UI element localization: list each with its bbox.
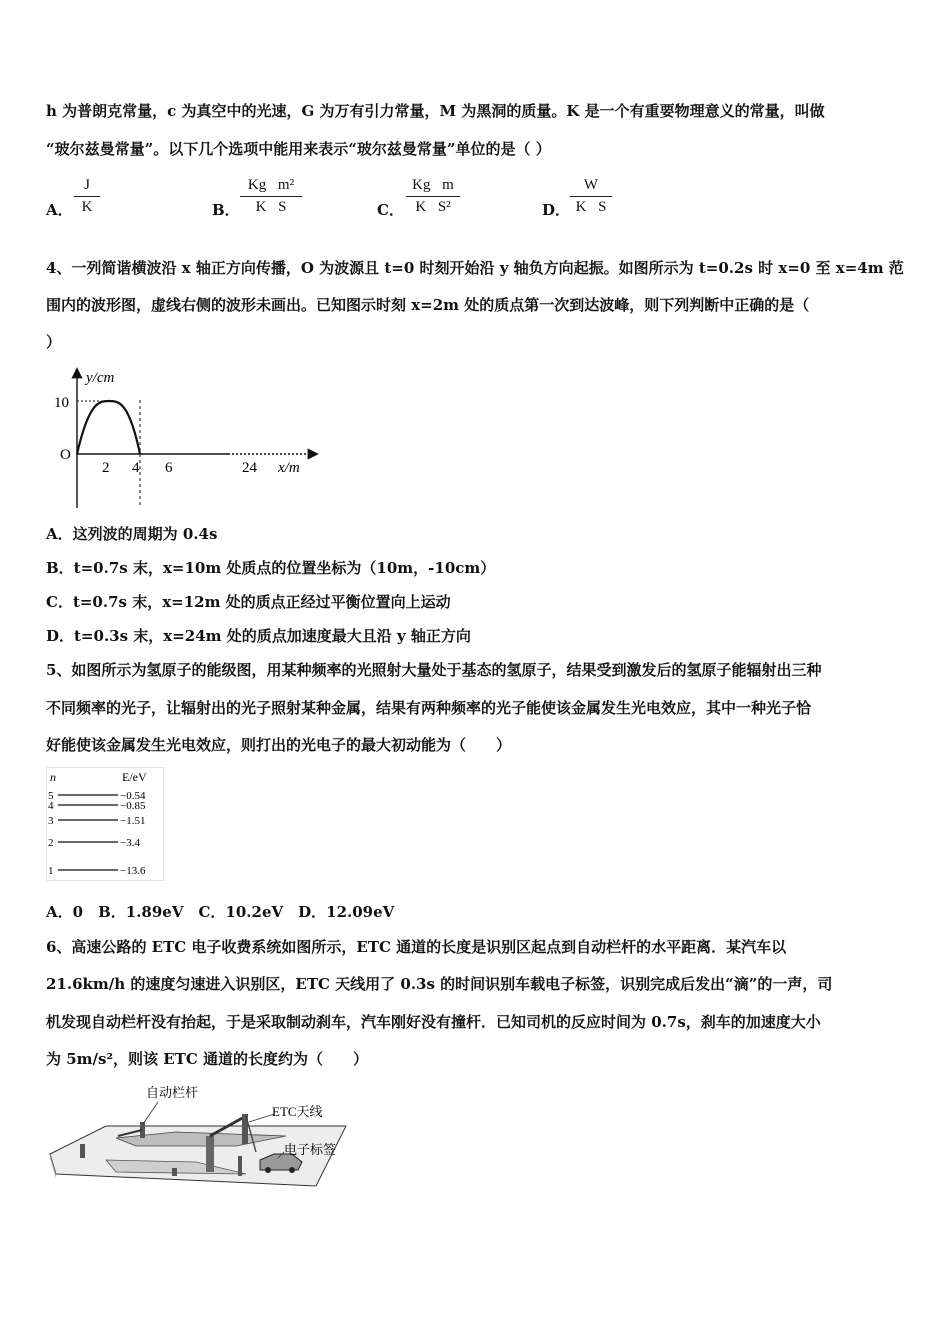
- gantry-pole-left: [206, 1136, 214, 1172]
- car-wheel-left: [265, 1167, 271, 1173]
- q3-option-a-num: J: [74, 177, 100, 197]
- level-1-e: −13.6: [120, 865, 146, 877]
- q6-line1: 6、高速公路的 ETC 电子收费系统如图所示，ETC 通道的长度是识别区起点到自动栏杆的水平距离．某汽车以: [46, 938, 787, 956]
- barrier-leader: [143, 1102, 158, 1124]
- q6-line2: 21.6km/h 的速度匀速进入识别区，ETC 天线用了 0.3s 的时间识别车载电子标签，识别完成后发出“滴”的一声，司: [46, 975, 833, 993]
- q4-option-d: D．t=0.3s 末，x=24m 处的质点加速度最大且沿 y 轴正方向: [46, 627, 471, 645]
- etc-lane-figure: [46, 1082, 366, 1192]
- level-3-e: −1.51: [120, 815, 146, 827]
- level-1-n: 1: [48, 865, 54, 877]
- tag-label: 电子标签: [284, 1142, 337, 1157]
- far-post: [80, 1144, 85, 1158]
- x-tick-2: 2: [102, 460, 110, 476]
- q5-line2: 不同频率的光子，让辐射出的光子照射某种金属，结果有两种频率的光子能使该金属发生光电效应，其中一种光子恰: [46, 699, 812, 717]
- q3-option-c-den: K⃞S²: [415, 199, 451, 215]
- q4-option-b: B．t=0.7s 末，x=10m 处质点的位置坐标为（10m，-10cm）: [46, 559, 496, 577]
- q3-option-c-label: C．: [377, 201, 404, 219]
- q3-option-a-fraction: [74, 177, 100, 216]
- y-axis-label: y/cm: [86, 370, 115, 386]
- q3-option-a-den: K: [81, 199, 93, 215]
- q4-option-c: C．t=0.7s 末，x=12m 处的质点正经过平衡位置向上运动: [46, 593, 451, 611]
- q5-options: A．0 B．1.89eV C．10.2eV D．12.09eV: [46, 903, 395, 921]
- level-3-n: 3: [48, 815, 54, 827]
- x-tick-6: 6: [165, 460, 173, 476]
- wave-graph: [46, 362, 326, 514]
- origin-label: O: [60, 447, 71, 463]
- x-axis-label: x/m: [278, 460, 300, 476]
- x-tick-24: 24: [242, 460, 257, 476]
- q3-line1: h 为普朗克常量，c 为真空中的光速，G 为万有引力常量，M 为黑洞的质量。K 是一个有重要物理意义的常量，叫做: [46, 102, 825, 120]
- q4-option-a: A．这列波的周期为 0.4s: [46, 525, 218, 543]
- q3-option-d-fraction: [570, 177, 612, 216]
- q6-line4: 为 5m/s²，则该 ETC 通道的长度约为（ ）: [46, 1050, 369, 1068]
- antenna-leader: [249, 1114, 274, 1122]
- q3-option-d-den: K⃞S: [575, 199, 607, 215]
- q3-option-d-label: D．: [542, 201, 571, 219]
- wave-curve: [77, 401, 140, 454]
- level-5-e: −0.54: [120, 790, 146, 802]
- q3-option-c-num: Kg⃞m: [406, 177, 460, 197]
- level-2-n: 2: [48, 837, 54, 849]
- level-5-n: 5: [48, 790, 54, 802]
- energy-level-diagram: [46, 767, 164, 881]
- q3-option-b-fraction: [240, 177, 302, 216]
- q3-option-b-num: Kg⃞m²: [240, 177, 302, 197]
- barrier-label: 自动栏杆: [146, 1085, 199, 1100]
- y-tick-10: 10: [54, 395, 69, 411]
- antenna-label: ETC天线: [272, 1104, 323, 1119]
- q6-line3: 机发现自动栏杆没有抬起，于是采取制动刹车，汽车刚好没有撞杆．已知司机的反应时间为 0.7s，刹车的加速度大小: [46, 1013, 821, 1031]
- x-tick-4: 4: [132, 460, 140, 476]
- q5-line1: 5、如图所示为氢原子的能级图，用某种频率的光照射大量处于基态的氢原子，结果受到激发后的氢原子能辐射出三种: [46, 661, 822, 679]
- q4-line2: 围内的波形图，虚线右侧的波形未画出。已知图示时刻 x=2m 处的质点第一次到达波峰，则下列判断中正确的是（: [46, 296, 810, 314]
- q3-option-d-num: W: [570, 177, 612, 197]
- q4-line3: ）: [46, 333, 62, 351]
- q3-line2: “玻尔兹曼常量”。以下几个选项中能用来表示“玻尔兹曼常量”单位的是（ ）: [46, 140, 551, 158]
- n-label: n: [50, 770, 56, 784]
- e-label: E/eV: [122, 770, 147, 784]
- car-wheel-right: [289, 1167, 295, 1173]
- q3-option-b-label: B．: [212, 201, 240, 219]
- level-4-e: −0.85: [120, 800, 146, 812]
- near-post: [172, 1168, 177, 1176]
- q3-option-a-label: A．: [46, 201, 73, 219]
- level-2-e: −3.4: [120, 837, 140, 849]
- diagram-frame: [47, 768, 164, 881]
- q3-option-b-den: K⃞S: [255, 199, 287, 215]
- q4-line1: 4、一列简谐横波沿 x 轴正方向传播，O 为波源且 t=0 时刻开始沿 y 轴负方向起振。如图所示为 t=0.2s 时 x=0 至 x=4m 范: [46, 259, 904, 277]
- q5-line3: 好能使该金属发生光电效应，则打出的光电子的最大初动能为（ ）: [46, 736, 512, 754]
- level-4-n: 4: [48, 800, 54, 812]
- sign-post: [238, 1156, 242, 1176]
- q3-option-c-fraction: [406, 177, 460, 216]
